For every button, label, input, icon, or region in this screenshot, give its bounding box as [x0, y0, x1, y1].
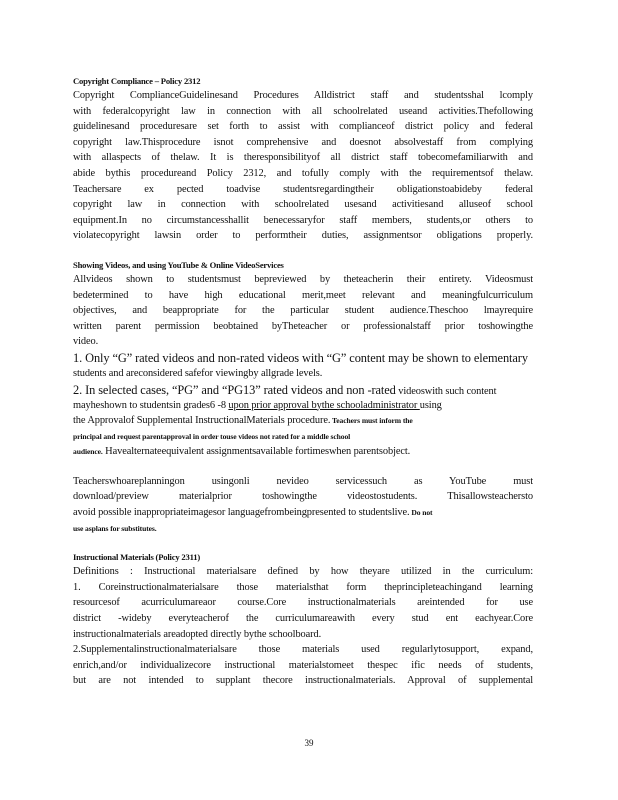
text-line: Teacherswhoareplanningon usingonli nevideo servicessuch as YouTube must — [73, 475, 533, 487]
text-line: 1. Coreinstructionalmaterialsare those materialsthat form theprincipleteachingand learning — [73, 581, 533, 593]
text-span: mayheshown to studentsin grades6 -8 — [73, 399, 229, 411]
bold-text-line: principal and request parentapproval in order touse videos not rated for a middle school — [73, 431, 351, 441]
text-line: written parent permission beobtained byTheteacher or professionalstaff prior toshowingthe — [73, 320, 533, 332]
text-span: Havealternateequivalent assignmentsavailable fortimeswhen parentsobject. — [102, 446, 411, 458]
text-line: bedetermined to have high educational merit,meet relevant and meaningfulcurriculum — [73, 289, 533, 301]
text-line: with federalcopyright law in connection with all schoolrelated useand activities.Thefollowing — [73, 105, 533, 117]
text-line: copyright law in connection with schoolrelated usesand activitiesand alluseof school — [73, 199, 533, 211]
text-line — [73, 505, 533, 521]
instructional-materials-heading: Instructional Materials (Policy 2311) — [73, 552, 200, 563]
copyright-heading: Copyright Compliance – Policy 2312 — [73, 76, 201, 86]
text-line: instructionalmaterials areadopted directly bythe schoolboard. — [73, 628, 322, 640]
bold-text: audience. — [73, 447, 103, 457]
text-line: objectives, and beappropriate for the particular student audience.Theschoo lmayrequire — [73, 305, 533, 317]
text-line: download/preview materialprior toshowingthe videostostudents. Thisallowsteachersto — [73, 491, 533, 503]
document-body — [73, 74, 533, 689]
text-line — [73, 413, 533, 429]
text-line: video. — [73, 336, 99, 348]
text-line: copyright law.Thisprocedure isnot comprehensive and doesnot absolvestaff from complying — [73, 136, 533, 148]
text-line: 2.Supplementalinstructionalmaterialsare those materials used regularlytosupport, expand, — [73, 644, 533, 656]
text-line: but are not intended to supplant thecore instructionalmaterials. Approval of supplemental — [73, 675, 533, 687]
text-line: Teachersare ex pected toadvise studentsregardingtheir obligationstoabideby federal — [73, 183, 533, 195]
text-line: resourcesof acurriculumareaor course.Core instructionalmaterials areintended for use — [73, 597, 533, 609]
list-item-1: 1. Only “G” rated videos and non-rated videos with “G” content may be shown to elementary — [73, 350, 528, 365]
text-line — [73, 444, 533, 460]
text-span: avoid possible inappropriateimagesor languagefrombeingpresented to studentslive. — [73, 507, 410, 519]
list-item-2-lead: 2. In selected cases, “PG” and “PG13” rated videos and non -rated — [73, 382, 396, 397]
text-line: Definitions : Instructional materialsare defined by how theyare utilized in the curriculum: — [73, 566, 533, 578]
text-span: the Approvalof Supplemental InstructionalMaterials procedure. — [73, 415, 331, 427]
text-line: district -wideby everyteacherof the curriculumareawith every stud ent eachyear.Core — [73, 613, 533, 625]
bold-text-line: use asplans for substitutes. — [73, 523, 157, 533]
text-line: abide bythis procedureand Policy 2312, and tofully comply with the requirementsof thelaw. — [73, 167, 533, 179]
text-line: students and areconsidered safefor viewingby allgrade levels. — [73, 367, 323, 379]
list-item-2 — [73, 382, 533, 398]
text-line: with allaspects of thelaw. It is theresponsibilityof all district staff tobecomefamiliarwith and — [73, 152, 533, 164]
text-line: Copyright ComplianceGuidelinesand Procedures Alldistrict staff and studentsshal lcomply — [73, 90, 533, 101]
text-line — [73, 398, 533, 414]
text-line: equipment.In no circumstancesshallit benecessaryfor staff members, students,or others to — [73, 214, 533, 226]
bold-text: Teachers must inform the — [330, 416, 413, 426]
bold-text: Do not — [409, 508, 433, 518]
text-line: guidelinesand proceduresare set forth to assist with complianceof district policy and federal — [73, 121, 533, 133]
text-line: enrich,and/or individualizecore instructional materialstomeet thespec ific needs of students, — [73, 659, 533, 671]
text-span: using — [419, 399, 442, 411]
videos-heading: Showing Videos, and using YouTube & Online VideoServices — [73, 259, 284, 270]
page-number: 39 — [304, 738, 314, 748]
text-line: violatecopyright lawsin order to performtheir duties, assignmentsor obligations properly. — [73, 230, 533, 242]
underlined-text: upon prior approval bythe schooladministrator — [228, 399, 420, 411]
text-line: Allvideos shown to studentsmust bepreviewed by theteacherin their entirety. Videosmust — [73, 273, 533, 285]
list-item-2-tail: videoswith such content — [395, 385, 497, 397]
